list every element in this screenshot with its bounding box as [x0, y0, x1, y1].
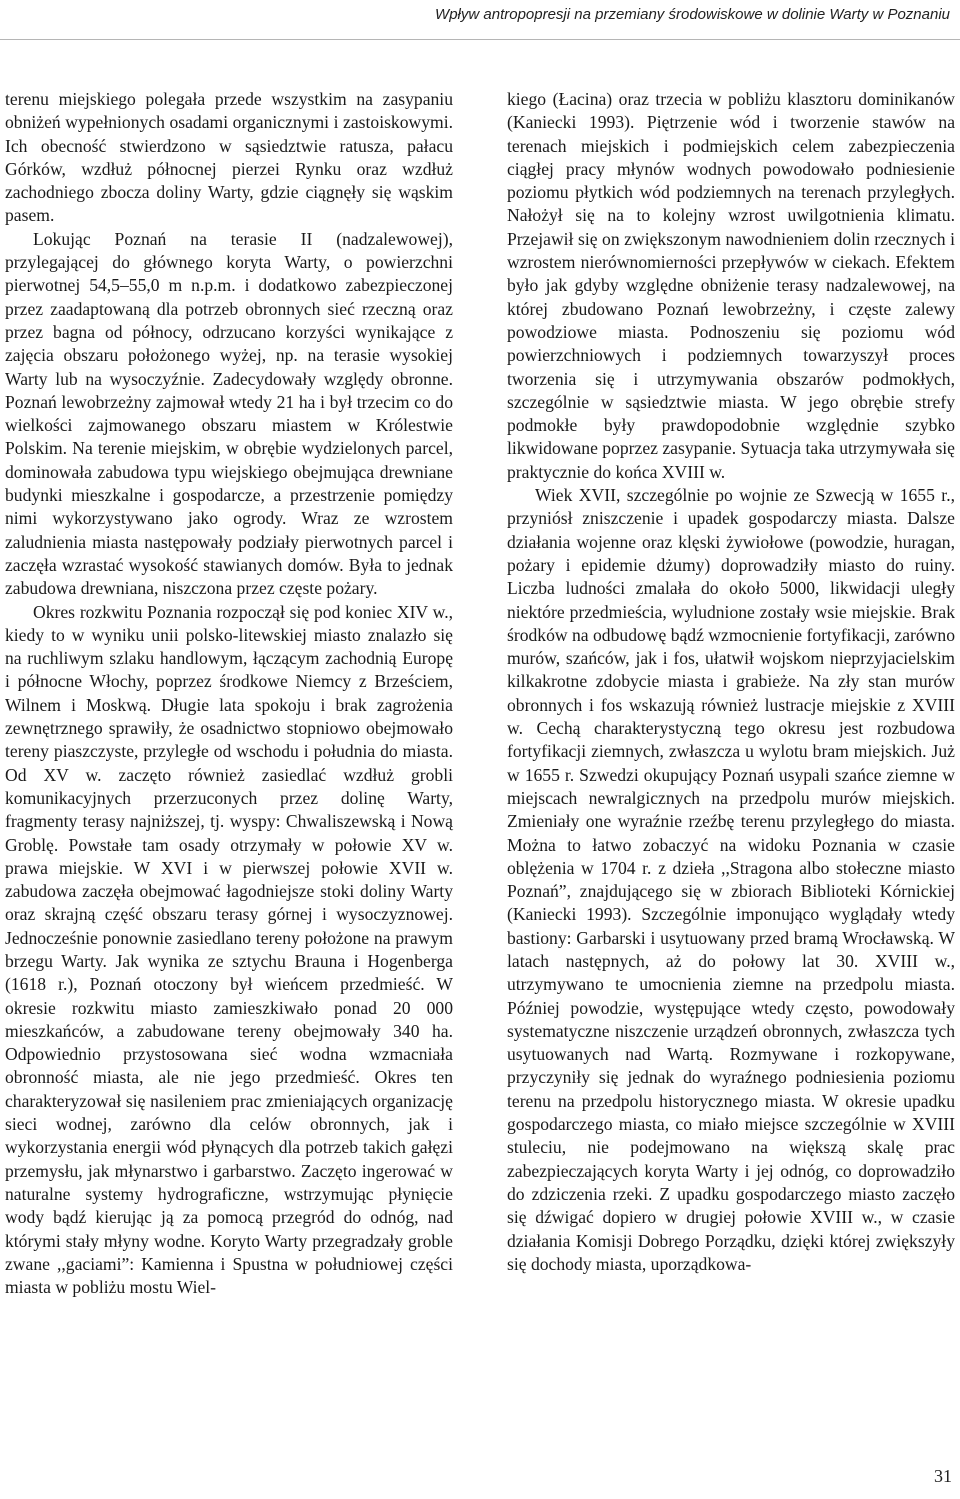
- running-header-title: Wpływ antropopresji na przemiany środowiskowe w dolinie Warty w Poznaniu: [435, 6, 950, 23]
- paragraph: Okres rozkwitu Poznania rozpoczął się pod koniec XIV w., kiedy to w wyniku unii polsko-litewskiej miasto znalazło się na ruchliwym szlaku handlowym, łączącym zachodnią Europę i północne Włochy, poprzez środkowe Niemcy z Brześciem, Wilnem i Moskwą. Długie lata spokoju i brak zagrożenia zewnętrznego sprawiły, że osadnictwo stopniowo obejmowało tereny piaszczyste, przyległe od wschodu i południa do miasta. Od XV w. zaczęto również zasiedlać wzdłuż grobli komunikacyjnych przerzuconych przez dolinę Warty, fragmenty terasy najniższej, tj. wyspy: Chwaliszewską i Nową Groblę. Powstałe tam osady otrzymały w połowie XV w. prawa miejskie. W XVI i w pierwszej połowie XVII w. zabudowa zaczęła obejmować łagodniejsze stoki doliny Warty oraz skrajną część obszaru terasy górnej i wysoczyznowej. Jednocześnie ponownie zasiedlano tereny położone na prawym brzegu Warty. Jak wynika ze sztychu Brauna i Hogenberga (1618 r.), Poznań otoczony był wieńcem przedmieść. W okresie rozkwitu miasto zamieszkiwało ponad 20 000 mieszkańców, a zabudowane tereny obejmowały 340 ha. Odpowiednio przystosowana sieć wodna wzmacniała obronność miasta, ale nie jego przedmieść. Okres ten charakteryzował się nasileniem prac zmieniających organizację sieci wodnej, zarówno dla celów obronnych, jak i wykorzystania energii wód płynących dla potrzeb takich gałęzi przemysłu, jak młynarstwo i garbarstwo. Zaczęto ingerować w naturalne systemy hydrograficzne, wstrzymując płynięcie wody bądź kierując ją za pomocą przegród do odnóg, nad którymi stały młyny wodne. Koryto Warty przegradzały groble zwane ,,gaciami”: Kamienna i Spustna w południowej części miasta w pobliżu mostu Wiel-: [5, 601, 453, 1298]
- header-divider: [0, 39, 960, 40]
- paragraph: terenu miejskiego polegała przede wszystkim na zasypaniu obniżeń wypełnionych osadami organicznymi i zastoiskowymi. Ich obecność stwierdzono w sąsiedztwie ratusza, pałacu Górków, wzdłuż północnej pierzei Rynku oraz wzdłuż zachodniego zbocza doliny Warty, gdzie ciągnęły się wąskim pasem.: [5, 89, 453, 226]
- running-header: [0, 0, 960, 42]
- paragraph: kiego (Łacina) oraz trzecia w pobliżu klasztoru dominikanów (Kaniecki 1993). Piętrzenie wód i tworzenie stawów na terenach miejskich i podmiejskich celem zabezpieczenia ciągłej pracy młynów wodnych powodowało podniesienie poziomu płytkich wód podziemnych na terenach przyległych. Nałożył się na to kolejny wzrost uwilgotnienia klimatu. Przejawił się on zwiększonym nawodnieniem dolin rzecznych i wzrostem nierównomierności przepływów w ciekach. Efektem było jak gdyby względne obniżenie terasy nadzalewowej, na której zbudowano Poznań lewobrzeżny, i częste zalewy powodziowe miasta. Podnoszeniu się poziomu wód powierzchniowych i podziemnych towarzyszył proces tworzenia się i utrzymywania obszarów podmokłych, szczególnie w sąsiedztwie miasta. W jego obrębie strefy podmokłe były prawdopodobnie względnie szybko likwidowane poprzez zasypanie. Sytuacja taka utrzymywała się praktycznie do końca XVIII w.: [507, 89, 955, 482]
- page-number: 31: [934, 1466, 952, 1486]
- left-text-column: [5, 88, 453, 1299]
- paragraph: Wiek XVII, szczególnie po wojnie ze Szwecją w 1655 r., przyniósł zniszczenie i upadek gospodarczy miasta. Dalsze działania wojenne oraz klęski żywiołowe (powodzie, huragan, pożary i epidemie dżumy) doprowadziły miasto do ruiny. Liczba ludności zmalała do około 5000, likwidacji uległy niektóre przedmieścia, wyludnione zostały wsie miejskie. Brak środków na odbudowę bądź wzmocnienie fortyfikacji, zarówno murów, szańców, jak i fos, ułatwił wojskom nieprzyjacielskim kilkakrotne zdobycie miasta i grabieże. Na zły stan murów obronnych i fos wskazują również lustracje miejskie z XVIII w. Cechą charakterystyczną tego okresu jest rozbudowa fortyfikacji ziemnych, zwłaszcza u wylotu bram miejskich. Już w 1655 r. Szwedzi okupujący Poznań usypali szańce ziemne w miejscach newralgicznych na przedpolu murów miejskich. Zmieniały one wyraźnie rzeźbę terenu przyległego do miasta. Można to łatwo zobaczyć na widoku Poznania w czasie oblężenia w 1704 r. z dzieła ,,Stragona albo stołeczne miasto Poznań”, znajdującego się w zbiorach Biblioteki Kórnickiej (Kaniecki 1993). Szczególnie imponująco wyglądały wtedy bastiony: Garbarski i usytuowany przed bramą Wrocławską. W latach następnych, aż do połowy lat 30. XVIII w., utrzymywano te umocnienia ziemne na przedpolu miasta. Później powodzie, występujące wtedy często, powodowały systematyczne niszczenie urządzeń obronnych, zwłaszcza tych usytuowanych nad Wartą. Rozmywane i rozkopywane, przyczyniły się jednak do wyraźnego podniesienia poziomu terenu na przedpolu historycznego miasta. W okresie upadku gospodarczego miasta, co miało miejsce szczególnie w XVIII stuleciu, nie podejmowano na większą skalę prac zabezpieczających koryta Warty i jej odnóg, co doprowadziło do zdziczenia rzeki. Z upadku gospodarczego miasto zaczęło się dźwigać dopiero w drugiej połowie XVIII w., w czasie działania Komisji Dobrego Porządku, dzięki której zwiększyły się dochody miasta, uporządkowa-: [507, 485, 956, 1274]
- right-text-column: [507, 88, 955, 1276]
- paragraph: Lokując Poznań na terasie II (nadzalewowej), przylegającej do głównego koryta Warty, o powierzchni pierwotnej 54,5–55,0 m n.p.m. i dodatkowo zabezpieczonej przez zaadaptowaną dla potrzeb obronnych sieć rzeczną oraz przez bagna od północy, odrzucano korzyści wynikające z zajęcia obszaru położonego wyżej, np. na terasie wysokiej Warty lub na wysoczyźnie. Zadecydowały względy obronne. Poznań lewobrzeżny zajmował wtedy 21 ha i był trzecim co do wielkości zajmowanego obszaru miastem w Królestwie Polskim. Na terenie miejskim, w obrębie wydzielonych parcel, dominowała zabudowa typu wiejskiego obejmująca drewniane budynki mieszkalne i gospodarcze, a przestrzenie pomiędzy nimi wykorzystywano jako ogrody. Wraz ze wzrostem zaludnienia miasta następowały podziały pierwotnych parcel i zaczęła wzrastać wysokość stawianych domów. Była to jednak zabudowa drewniana, niszczona przez częste pożary.: [5, 228, 453, 599]
